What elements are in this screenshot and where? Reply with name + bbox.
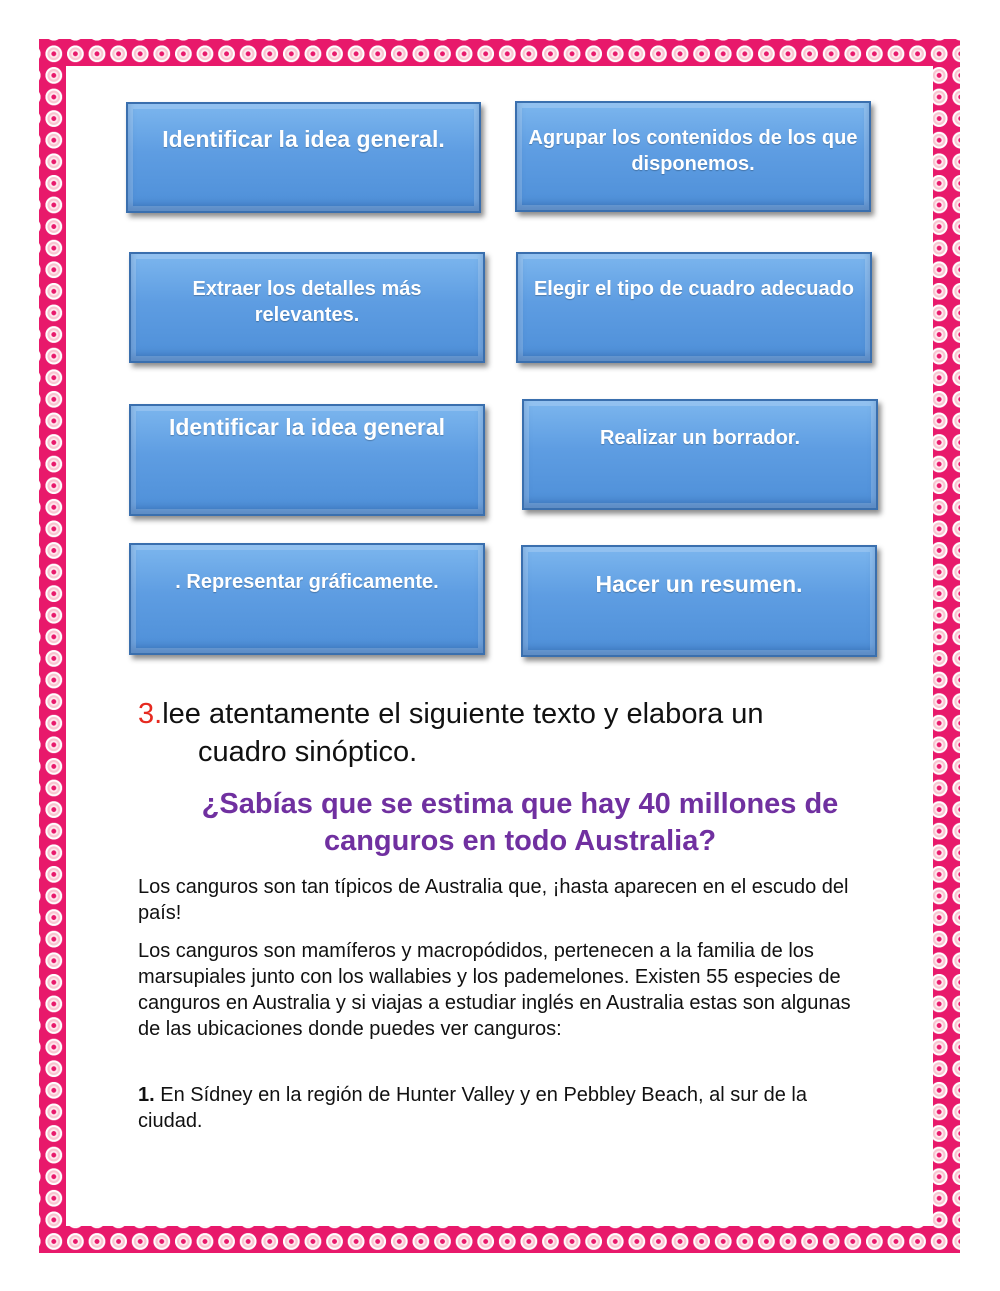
step-box-realizar-borrador[interactable]: Realizar un borrador. [522, 399, 878, 510]
paragraph-escudo: Los canguros son tan típicos de Australia que, ¡hasta aparecen en el escudo del país! [138, 876, 849, 924]
reading-title [130, 786, 910, 860]
instruction-line-1: lee atentamente el siguiente texto y elabora un [162, 698, 764, 730]
step-box-representar-graficamente[interactable]: . Representar gráficamente. [129, 543, 485, 655]
reading-title-line-2: canguros en todo Australia? [323, 825, 717, 858]
step-box-identificar-idea-general-2[interactable]: Identificar la idea general [129, 404, 485, 516]
step-box-hacer-resumen[interactable]: Hacer un resumen. [521, 545, 877, 657]
instruction-number: 3. [138, 698, 163, 730]
paragraph-marsupiales: Los canguros son mamíferos y macropódidos, pertenecen a la familia de los marsupiales junto con los wallabies y los pademelones. Existen 55 especies de canguros en Australia y si viajas a estudiar inglés en Australia estas son algunas de las ubicaciones donde puedes ver canguros: [138, 940, 851, 1040]
step-box-elegir-tipo-cuadro[interactable]: Elegir el tipo de cuadro adecuado [516, 252, 872, 363]
step-box-agrupar-contenidos[interactable]: Agrupar los contenidos de los que disponemos. [515, 101, 871, 212]
instruction-heading [138, 696, 898, 771]
list-item-text: En Sídney en la región de Hunter Valley y en Pebbley Beach, al sur de la ciudad. [138, 1084, 807, 1132]
list-item-number: 1. [138, 1084, 155, 1106]
instruction-line-2: cuadro sinóptico. [198, 735, 418, 768]
step-box-extraer-detalles[interactable]: Extraer los detalles más relevantes. [129, 252, 485, 363]
step-box-identificar-idea-general[interactable]: Identificar la idea general. [126, 102, 481, 213]
reading-title-line-1: ¿Sabías que se estima que hay 40 millones de [201, 788, 839, 820]
paragraph-list-item-1 [138, 1082, 858, 1134]
